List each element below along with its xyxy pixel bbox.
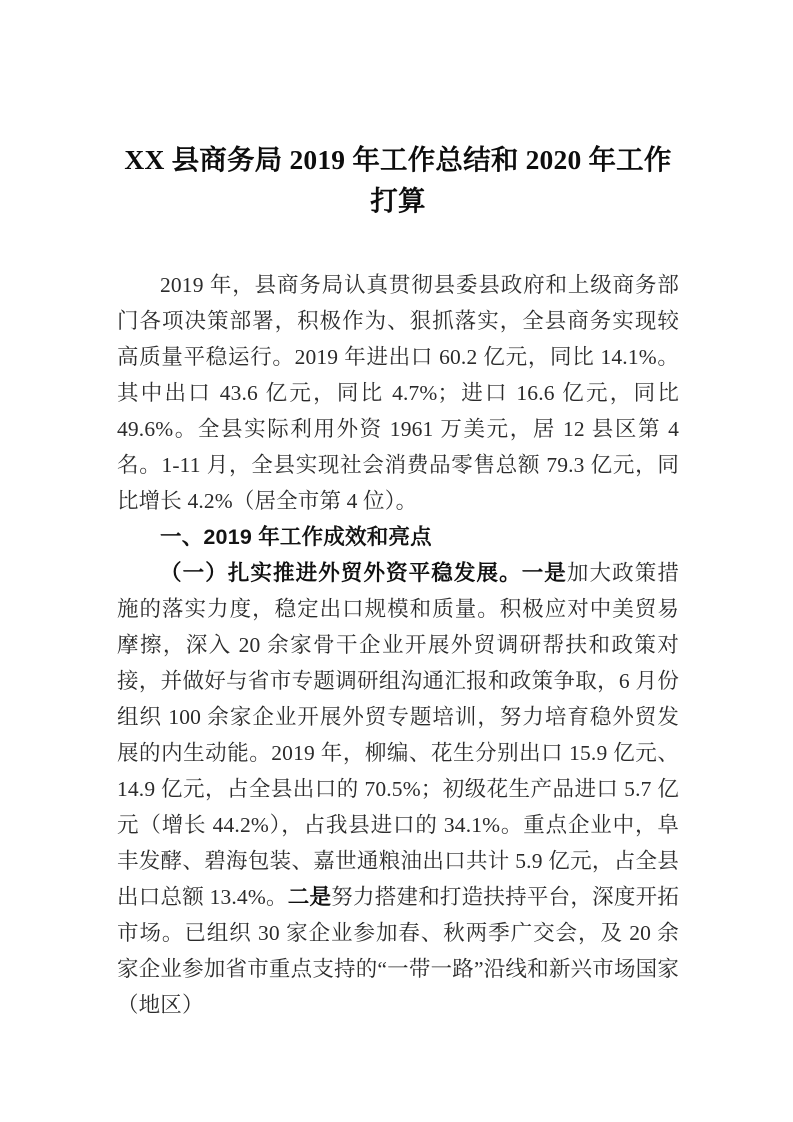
paragraph-subsection-one (117, 555, 679, 1023)
emphasis-marker-one: 一是 (521, 561, 567, 585)
subsection-lead-label: （一）扎实推进外贸外资平稳发展。 (160, 561, 522, 585)
page-title: XX 县商务局 2019 年工作总结和 2020 年工作打算 (124, 144, 672, 216)
document-content (117, 0, 679, 1023)
paragraph-overview: 2019 年，县商务局认真贯彻县委县政府和上级商务部门各项决策部署，积极作为、狠抓落实，全县商务实现较高质量平稳运行。2019 年进出口 60.2 亿元，同比 14.1%。其中出口 43.6 亿元，同比 4.7%；进口 16.6 亿元，同比 49.6%。全县实际利用外资 1961 万美元，居 12 县区第 4 名。1-11 月，全县实现社会消费品零售总额 79.3 亿元，同比增长 4.2%（居全市第 4 位）。 (117, 273, 679, 513)
section-heading-one: 一、2019 年工作成效和亮点 (160, 525, 432, 549)
subsection-body-one: 加大政策措施的落实力度，稳定出口规模和质量。积极应对中美贸易摩擦，深入 20 余家骨干企业开展外贸调研帮扶和政策对接，并做好与省市专题调研组沟通汇报和政策争取，6 月份组织 100 余家企业开展外贸专题培训，努力培育稳外贸发展的内生动能。2019 年，柳编、花生分别出口 15.9 亿元、14.9 亿元，占全县出口的 70.5%；初级花生产品进口 5.7 亿元（增长 44.2%），占我县进口的 34.1%。重点企业中，阜丰发酵、碧海包装、嘉世通粮油出口共计 5.9 亿元，占全县出口总额 13.4%。 (117, 561, 679, 909)
emphasis-marker-two: 二是 (287, 885, 332, 909)
subsection-body-two: 努力搭建和打造扶持平台，深度开拓市场。已组织 30 家企业参加春、秋两季广交会，及 20 余家企业参加省市重点支持的“一带一路”沿线和新兴市场国家（地区） (117, 885, 680, 1017)
